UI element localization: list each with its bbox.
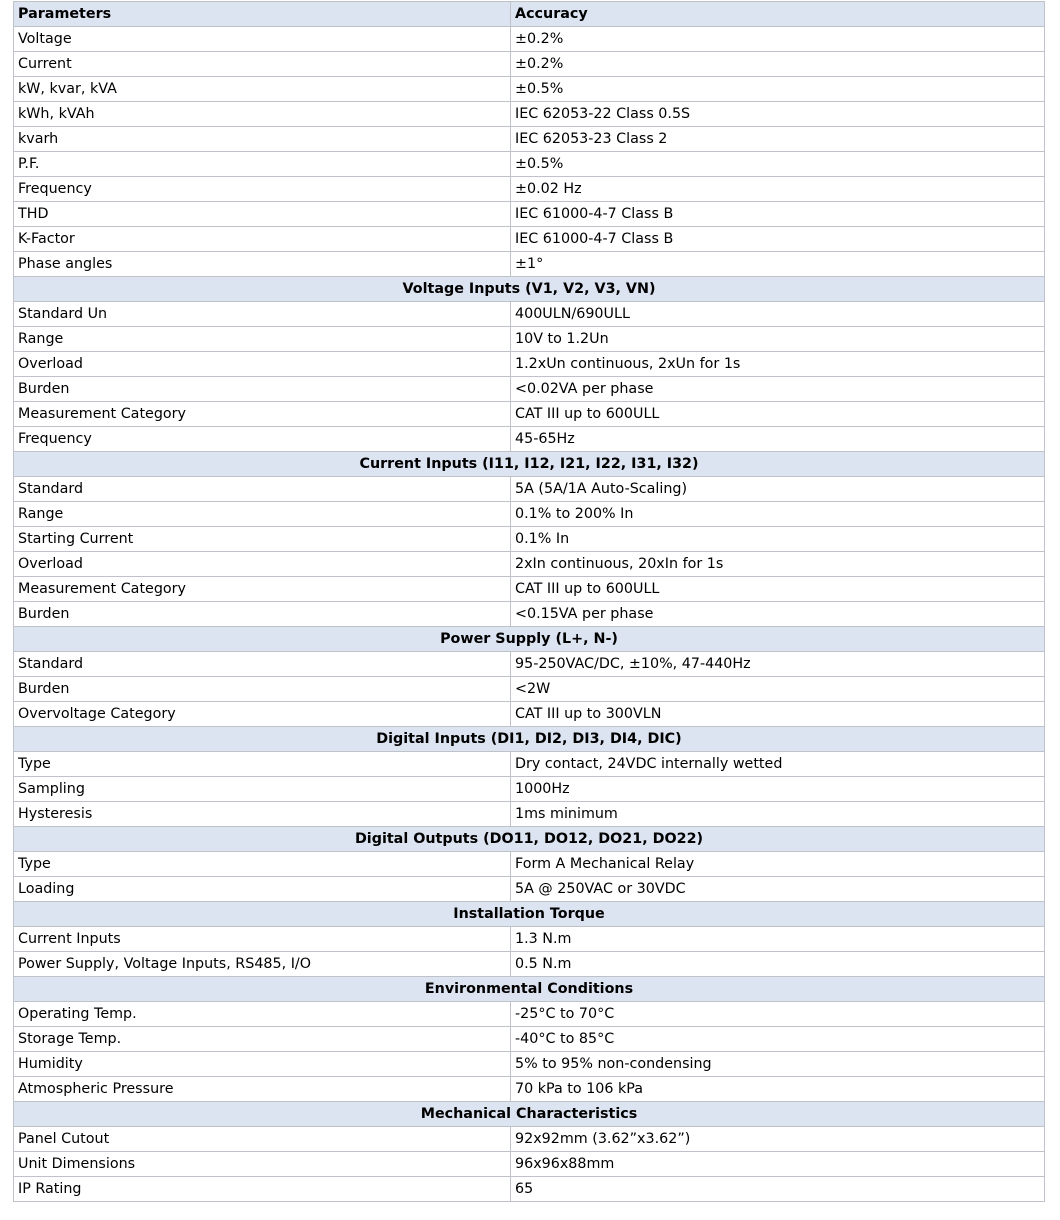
value-cell: ±0.2% bbox=[511, 27, 1045, 52]
parameter-cell: kvarh bbox=[14, 127, 511, 152]
spec-table-body bbox=[14, 27, 1045, 1202]
table-row bbox=[14, 1052, 1045, 1077]
parameter-cell: Overload bbox=[14, 352, 511, 377]
value-cell: 92x92mm (3.62”x3.62”) bbox=[511, 1127, 1045, 1152]
table-row bbox=[14, 652, 1045, 677]
parameter-cell: Humidity bbox=[14, 1052, 511, 1077]
parameter-cell: Standard Un bbox=[14, 302, 511, 327]
table-row bbox=[14, 1027, 1045, 1052]
parameter-cell: Standard bbox=[14, 652, 511, 677]
value-cell: 0.1% to 200% In bbox=[511, 502, 1045, 527]
parameter-cell: Atmospheric Pressure bbox=[14, 1077, 511, 1102]
table-row bbox=[14, 1152, 1045, 1177]
table-row bbox=[14, 802, 1045, 827]
value-cell: 5A (5A/1A Auto-Scaling) bbox=[511, 477, 1045, 502]
section-title: Current Inputs (I11, I12, I21, I22, I31, I32) bbox=[14, 452, 1045, 477]
table-row bbox=[14, 1127, 1045, 1152]
table-row bbox=[14, 152, 1045, 177]
value-cell: 2xIn continuous, 20xIn for 1s bbox=[511, 552, 1045, 577]
table-row bbox=[14, 927, 1045, 952]
value-cell: -40°C to 85°C bbox=[511, 1027, 1045, 1052]
value-cell: 1.2xUn continuous, 2xUn for 1s bbox=[511, 352, 1045, 377]
table-row bbox=[14, 102, 1045, 127]
section-title: Installation Torque bbox=[14, 902, 1045, 927]
value-cell: 5% to 95% non-condensing bbox=[511, 1052, 1045, 1077]
table-row bbox=[14, 202, 1045, 227]
value-cell: IEC 61000-4-7 Class B bbox=[511, 227, 1045, 252]
table-row bbox=[14, 752, 1045, 777]
section-header-row bbox=[14, 977, 1045, 1002]
parameter-cell: Unit Dimensions bbox=[14, 1152, 511, 1177]
table-row bbox=[14, 177, 1045, 202]
value-cell: CAT III up to 600ULL bbox=[511, 402, 1045, 427]
table-row bbox=[14, 527, 1045, 552]
table-row bbox=[14, 552, 1045, 577]
table-row bbox=[14, 127, 1045, 152]
parameter-cell: kW, kvar, kVA bbox=[14, 77, 511, 102]
value-cell: <2W bbox=[511, 677, 1045, 702]
section-header-row bbox=[14, 452, 1045, 477]
parameter-cell: K-Factor bbox=[14, 227, 511, 252]
parameter-cell: Phase angles bbox=[14, 252, 511, 277]
parameter-cell: Panel Cutout bbox=[14, 1127, 511, 1152]
value-cell: 1000Hz bbox=[511, 777, 1045, 802]
parameter-cell: Current Inputs bbox=[14, 927, 511, 952]
table-row bbox=[14, 252, 1045, 277]
value-cell: CAT III up to 600ULL bbox=[511, 577, 1045, 602]
value-cell: Form A Mechanical Relay bbox=[511, 852, 1045, 877]
value-cell: 65 bbox=[511, 1177, 1045, 1202]
table-row bbox=[14, 852, 1045, 877]
parameter-cell: Frequency bbox=[14, 177, 511, 202]
value-cell: 10V to 1.2Un bbox=[511, 327, 1045, 352]
parameter-cell: Starting Current bbox=[14, 527, 511, 552]
parameter-cell: Overload bbox=[14, 552, 511, 577]
section-header-row bbox=[14, 627, 1045, 652]
value-cell: <0.15VA per phase bbox=[511, 602, 1045, 627]
section-title: Power Supply (L+, N-) bbox=[14, 627, 1045, 652]
parameter-cell: Sampling bbox=[14, 777, 511, 802]
parameter-cell: Loading bbox=[14, 877, 511, 902]
table-row bbox=[14, 602, 1045, 627]
parameter-cell: kWh, kVAh bbox=[14, 102, 511, 127]
value-cell: <0.02VA per phase bbox=[511, 377, 1045, 402]
parameter-cell: Current bbox=[14, 52, 511, 77]
table-row bbox=[14, 702, 1045, 727]
parameter-cell: Burden bbox=[14, 602, 511, 627]
parameter-cell: Hysteresis bbox=[14, 802, 511, 827]
header-accuracy: Accuracy bbox=[511, 2, 1045, 27]
value-cell: 400ULN/690ULL bbox=[511, 302, 1045, 327]
table-row bbox=[14, 77, 1045, 102]
value-cell: ±0.5% bbox=[511, 152, 1045, 177]
table-row bbox=[14, 877, 1045, 902]
table-row bbox=[14, 502, 1045, 527]
parameter-cell: Measurement Category bbox=[14, 577, 511, 602]
section-title: Mechanical Characteristics bbox=[14, 1102, 1045, 1127]
table-row bbox=[14, 1077, 1045, 1102]
parameter-cell: Type bbox=[14, 752, 511, 777]
parameter-cell: IP Rating bbox=[14, 1177, 511, 1202]
value-cell: IEC 61000-4-7 Class B bbox=[511, 202, 1045, 227]
header-parameters: Parameters bbox=[14, 2, 511, 27]
table-row bbox=[14, 477, 1045, 502]
parameter-cell: Operating Temp. bbox=[14, 1002, 511, 1027]
table-row bbox=[14, 1177, 1045, 1202]
value-cell: 95-250VAC/DC, ±10%, 47-440Hz bbox=[511, 652, 1045, 677]
parameter-cell: Overvoltage Category bbox=[14, 702, 511, 727]
value-cell: 5A @ 250VAC or 30VDC bbox=[511, 877, 1045, 902]
table-row bbox=[14, 777, 1045, 802]
parameter-cell: Standard bbox=[14, 477, 511, 502]
table-row bbox=[14, 27, 1045, 52]
table-row bbox=[14, 302, 1045, 327]
value-cell: CAT III up to 300VLN bbox=[511, 702, 1045, 727]
value-cell: Dry contact, 24VDC internally wetted bbox=[511, 752, 1045, 777]
table-row bbox=[14, 227, 1045, 252]
table-row bbox=[14, 377, 1045, 402]
value-cell: ±0.5% bbox=[511, 77, 1045, 102]
value-cell: 1ms minimum bbox=[511, 802, 1045, 827]
parameter-cell: Storage Temp. bbox=[14, 1027, 511, 1052]
header-row bbox=[14, 2, 1045, 27]
parameter-cell: Voltage bbox=[14, 27, 511, 52]
parameter-cell: Burden bbox=[14, 677, 511, 702]
value-cell: 45-65Hz bbox=[511, 427, 1045, 452]
table-row bbox=[14, 52, 1045, 77]
table-row bbox=[14, 577, 1045, 602]
table-row bbox=[14, 352, 1045, 377]
value-cell: ±1° bbox=[511, 252, 1045, 277]
table-row bbox=[14, 1002, 1045, 1027]
table-row bbox=[14, 427, 1045, 452]
parameter-cell: Range bbox=[14, 327, 511, 352]
section-title: Voltage Inputs (V1, V2, V3, VN) bbox=[14, 277, 1045, 302]
parameter-cell: THD bbox=[14, 202, 511, 227]
parameter-cell: Range bbox=[14, 502, 511, 527]
table-row bbox=[14, 952, 1045, 977]
table-row bbox=[14, 402, 1045, 427]
spec-table bbox=[13, 1, 1045, 1202]
value-cell: 0.1% In bbox=[511, 527, 1045, 552]
value-cell: 96x96x88mm bbox=[511, 1152, 1045, 1177]
value-cell: 70 kPa to 106 kPa bbox=[511, 1077, 1045, 1102]
section-title: Digital Inputs (DI1, DI2, DI3, DI4, DIC) bbox=[14, 727, 1045, 752]
value-cell: 1.3 N.m bbox=[511, 927, 1045, 952]
section-header-row bbox=[14, 902, 1045, 927]
parameter-cell: Frequency bbox=[14, 427, 511, 452]
table-row bbox=[14, 677, 1045, 702]
section-header-row bbox=[14, 1102, 1045, 1127]
parameter-cell: Burden bbox=[14, 377, 511, 402]
section-title: Digital Outputs (DO11, DO12, DO21, DO22) bbox=[14, 827, 1045, 852]
parameter-cell: Type bbox=[14, 852, 511, 877]
value-cell: ±0.2% bbox=[511, 52, 1045, 77]
parameter-cell: Measurement Category bbox=[14, 402, 511, 427]
table-row bbox=[14, 327, 1045, 352]
section-header-row bbox=[14, 727, 1045, 752]
value-cell: IEC 62053-22 Class 0.5S bbox=[511, 102, 1045, 127]
parameter-cell: Power Supply, Voltage Inputs, RS485, I/O bbox=[14, 952, 511, 977]
value-cell: IEC 62053-23 Class 2 bbox=[511, 127, 1045, 152]
value-cell: 0.5 N.m bbox=[511, 952, 1045, 977]
section-header-row bbox=[14, 827, 1045, 852]
section-header-row bbox=[14, 277, 1045, 302]
value-cell: -25°C to 70°C bbox=[511, 1002, 1045, 1027]
value-cell: ±0.02 Hz bbox=[511, 177, 1045, 202]
parameter-cell: P.F. bbox=[14, 152, 511, 177]
section-title: Environmental Conditions bbox=[14, 977, 1045, 1002]
